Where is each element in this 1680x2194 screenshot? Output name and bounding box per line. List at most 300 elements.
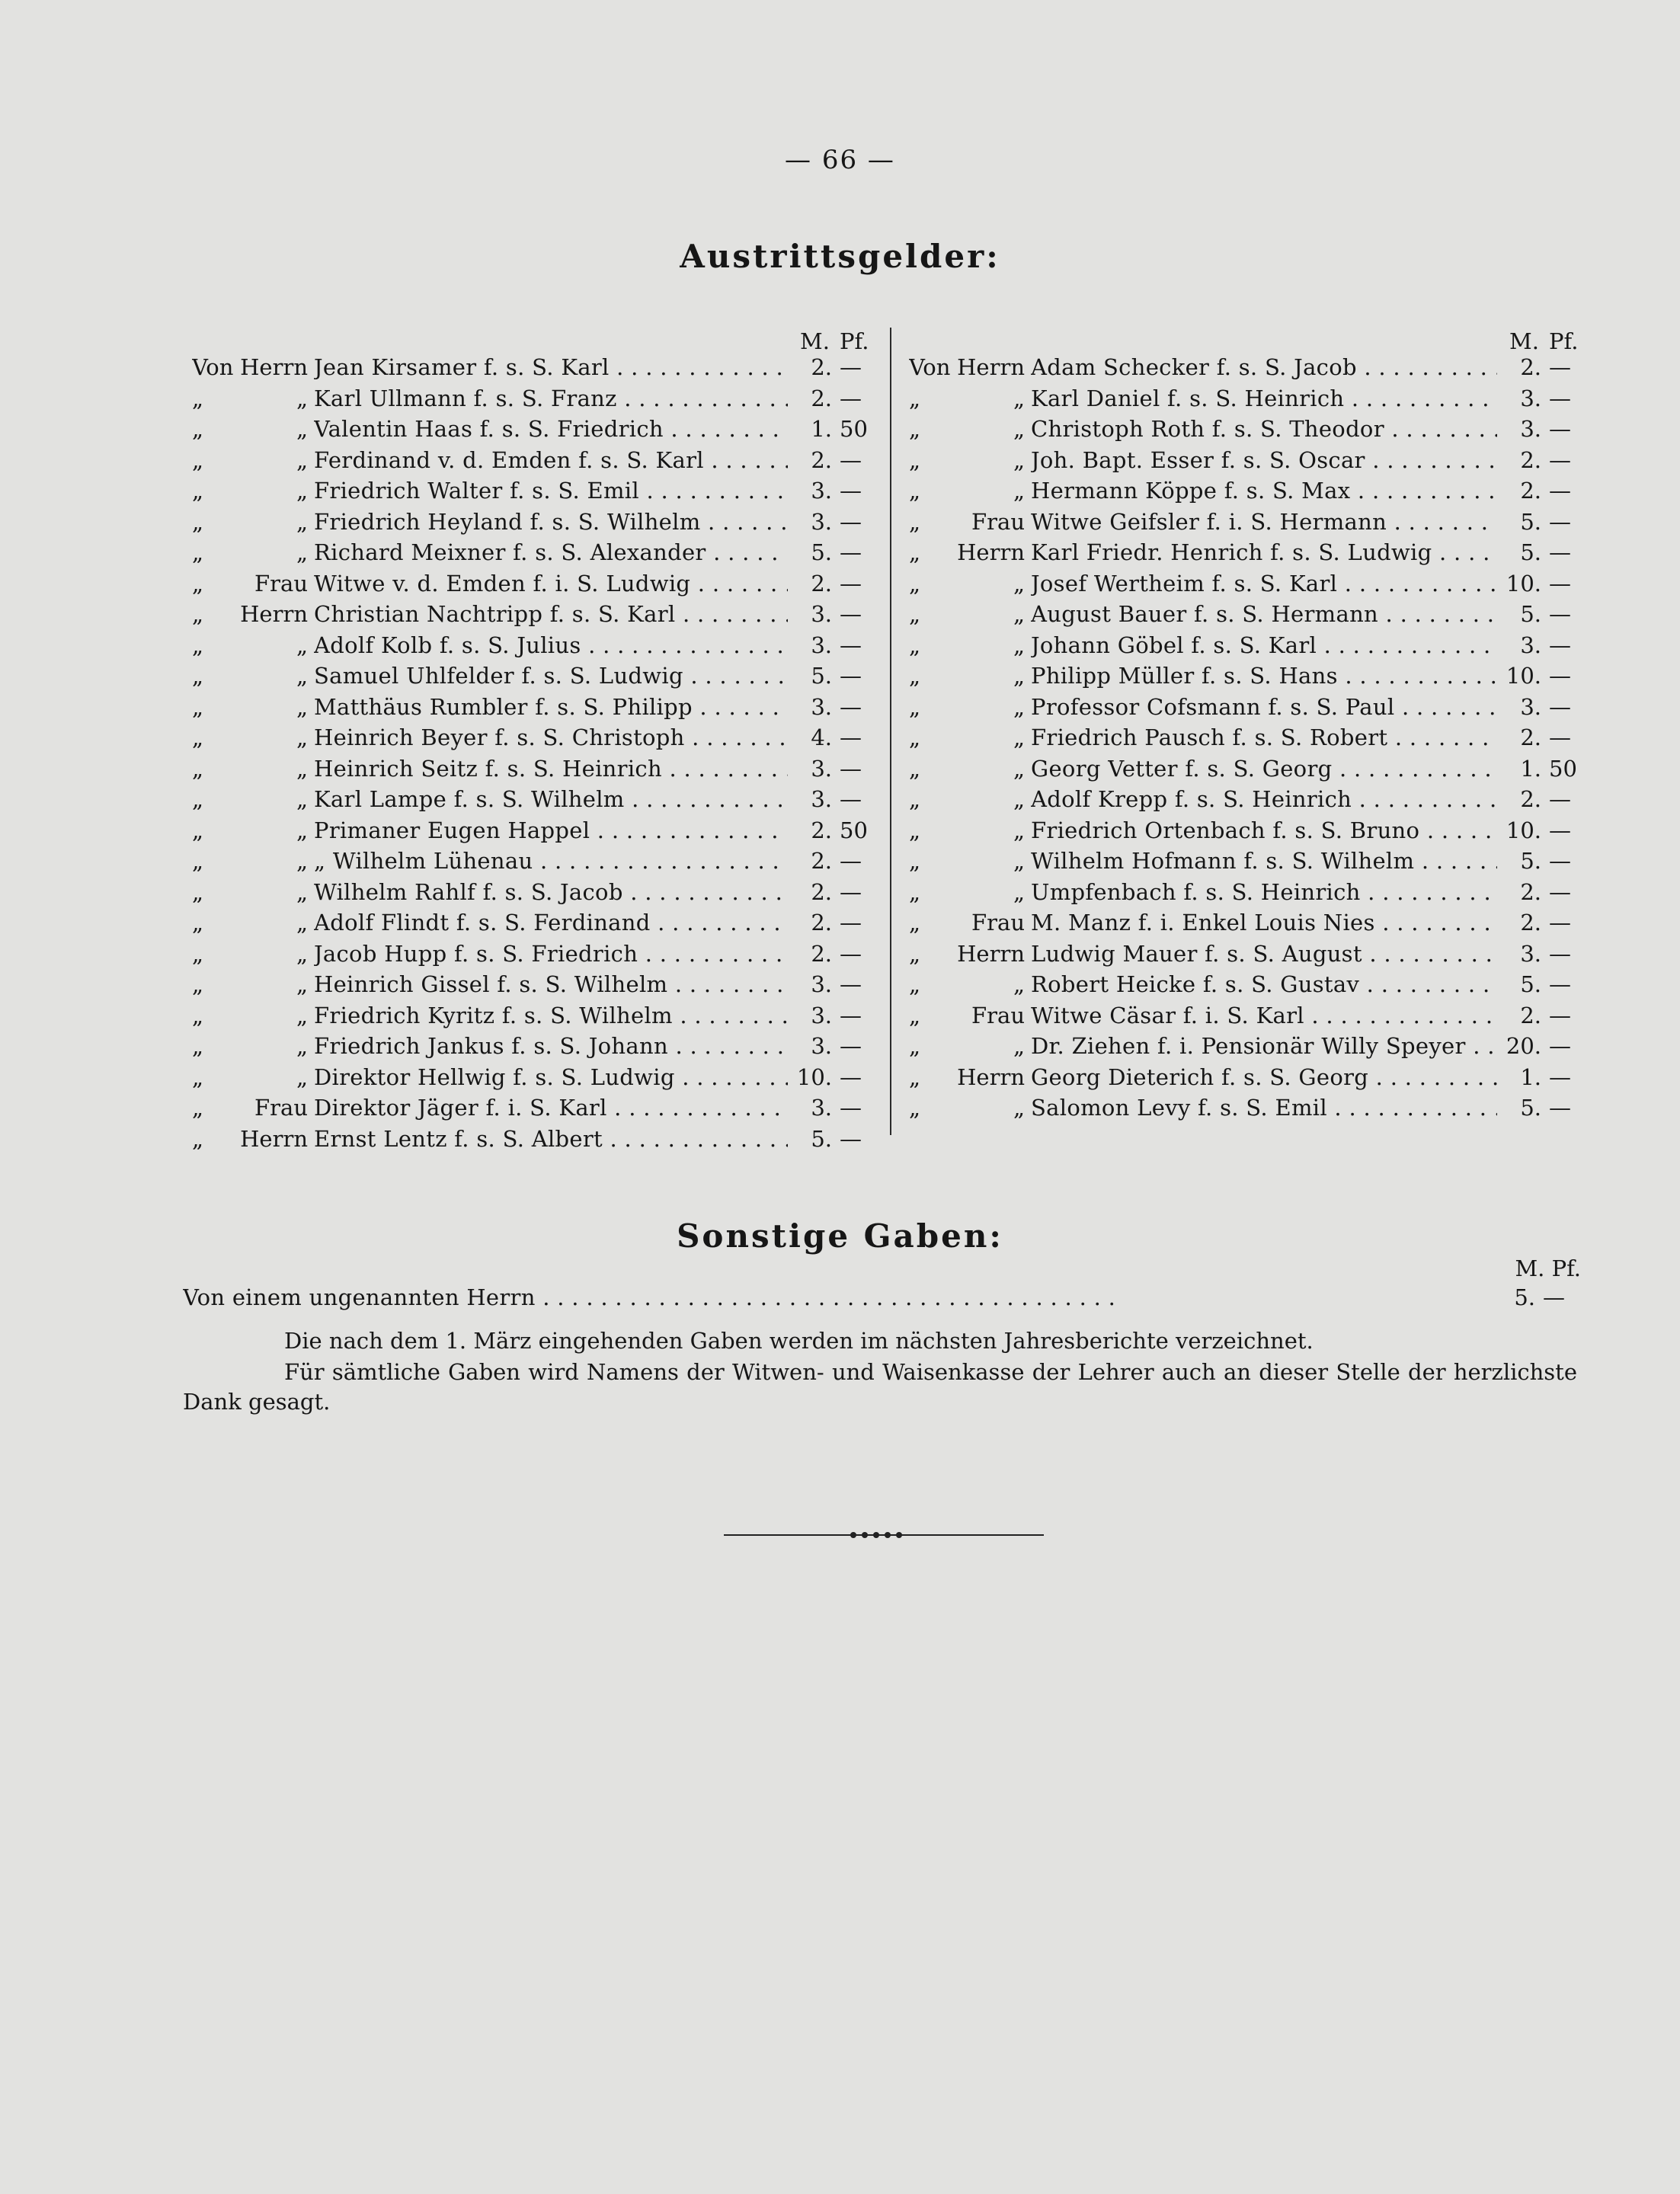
entry-prefix: „: [192, 539, 204, 565]
donor-name: Ludwig Mauer f. s. S. August . . .: [1031, 941, 1497, 967]
entry-prefix: „: [909, 786, 921, 812]
entry-title: „: [296, 971, 308, 997]
amount-pfennig: —: [840, 632, 862, 658]
amount-pfennig: —: [840, 446, 862, 473]
amount-mark: 2.: [1520, 786, 1541, 812]
amount-mark: 5.: [1520, 848, 1541, 874]
donor-name: Karl Daniel f. s. S. Heinrich . . .: [1031, 385, 1497, 411]
amount-pfennig: —: [840, 755, 862, 782]
entry-prefix: „: [192, 1002, 204, 1028]
amount-pfennig: —: [840, 539, 862, 565]
amount-mark: 3.: [1520, 693, 1541, 720]
donation-entry: [192, 971, 878, 1003]
amount-pfennig: —: [840, 1033, 862, 1059]
entry-title: „: [296, 508, 308, 535]
donation-entry: [909, 879, 1587, 910]
donation-entry: [909, 941, 1587, 972]
entry-title: „: [1013, 786, 1025, 812]
donor-name: Adolf Kolb f. s. S. Julius . . .: [314, 632, 788, 658]
austrittsgelder-left-column: [192, 324, 878, 1156]
amount-pfennig: —: [840, 1095, 862, 1121]
donor-name: Ernst Lentz f. s. S. Albert . . .: [314, 1126, 788, 1152]
entry-prefix: „: [909, 539, 921, 565]
donor-name: Christian Nachtripp f. s. S. Karl . . .: [314, 601, 788, 627]
entry-prefix: „: [192, 446, 204, 473]
entry-prefix: „: [909, 508, 921, 535]
entry-prefix: „: [909, 1095, 921, 1121]
amount-pfennig: —: [840, 354, 862, 380]
amount-pfennig: —: [840, 724, 862, 750]
donation-entry: [909, 910, 1587, 941]
amount-mark: 5.: [811, 539, 832, 565]
amount-mark: 4.: [811, 724, 832, 750]
donor-name: Friedrich Heyland f. s. S. Wilhelm . . .: [314, 509, 788, 535]
amount-mark: 2.: [1520, 1002, 1541, 1028]
entry-title: „: [296, 1033, 308, 1059]
amount-mark: 3.: [811, 1002, 832, 1028]
entry-title: Frau: [971, 508, 1025, 535]
amount-mark: 3.: [811, 601, 832, 627]
amount-mark: 3.: [1520, 416, 1541, 442]
amount-mark: 3.: [811, 786, 832, 812]
entry-prefix: „: [909, 848, 921, 874]
entry-prefix: „: [909, 971, 921, 997]
entry-title: „: [296, 755, 308, 782]
column-divider: [890, 328, 891, 1135]
donation-entry: [192, 447, 878, 478]
entry-title: „: [296, 1002, 308, 1028]
donation-entry: [909, 1033, 1587, 1064]
amount-pfennig: —: [1549, 1033, 1571, 1059]
amount-pfennig: —: [1549, 416, 1571, 442]
donation-entry: [192, 879, 878, 910]
mark-header: M.: [1509, 328, 1539, 354]
donor-name: Von einem ungenannten Herrn . . .: [183, 1284, 1491, 1310]
donation-entry: [192, 385, 878, 417]
amount-pfennig: —: [840, 786, 862, 812]
amount-pfennig: —: [1549, 632, 1571, 658]
entry-prefix: „: [909, 1002, 921, 1028]
donation-entry: [909, 447, 1587, 478]
donation-entry: [192, 1003, 878, 1034]
donation-entry: [192, 416, 878, 447]
currency-header-left: [192, 324, 878, 354]
donation-entry: [909, 1003, 1587, 1034]
amount-pfennig: —: [1549, 385, 1571, 411]
donor-name: Matthäus Rumbler f. s. S. Philipp . . .: [314, 694, 788, 720]
entry-title: „: [296, 693, 308, 720]
donation-entry: [192, 1095, 878, 1126]
amount-mark: 5.: [1520, 539, 1541, 565]
donor-name: Hermann Köppe f. s. S. Max . . .: [1031, 478, 1497, 504]
donor-name: Johann Göbel f. s. S. Karl . . .: [1031, 632, 1497, 658]
donor-name: „ Wilhelm Lühenau . . .: [314, 848, 788, 874]
donor-name: Josef Wertheim f. s. S. Karl . . .: [1031, 571, 1497, 596]
donation-entry: [909, 756, 1587, 787]
amount-pfennig: 50: [1549, 755, 1577, 782]
donor-name: Philipp Müller f. s. S. Hans . . .: [1031, 663, 1497, 689]
entry-prefix: „: [192, 508, 204, 535]
amount-pfennig: —: [1549, 570, 1571, 596]
entry-prefix: „: [909, 693, 921, 720]
amount-pfennig: —: [840, 478, 862, 504]
donation-entry: [192, 571, 878, 602]
amount-mark: 10.: [1506, 663, 1541, 689]
donation-entry: [192, 724, 878, 756]
amount-pfennig: —: [840, 1002, 862, 1028]
donor-name: Direktor Hellwig f. s. S. Ludwig . . .: [314, 1064, 788, 1090]
entry-prefix: „: [909, 1063, 921, 1090]
amount-pfennig: —: [1549, 601, 1571, 627]
entry-title: „: [1013, 1033, 1025, 1059]
entry-title: Herrn: [957, 354, 1025, 380]
amount-mark: 5.: [1520, 1095, 1541, 1121]
donor-name: Georg Dieterich f. s. S. Georg . . .: [1031, 1064, 1497, 1090]
amount-pfennig: —: [840, 848, 862, 874]
amount-pfennig: —: [840, 693, 862, 720]
donation-entry: [192, 941, 878, 972]
donation-entry: [909, 848, 1587, 879]
mark-header: M.: [800, 328, 830, 354]
donor-name: Wilhelm Hofmann f. s. S. Wilhelm . . .: [1031, 848, 1497, 874]
donation-entry: [192, 539, 878, 571]
currency-header-right: [909, 324, 1587, 354]
entry-prefix: „: [192, 478, 204, 504]
donation-entry: [909, 478, 1587, 509]
donor-name: Friedrich Ortenbach f. s. S. Bruno . . .: [1031, 817, 1497, 843]
amount-mark: 2.: [811, 570, 832, 596]
entry-prefix: „: [192, 724, 204, 750]
entry-title: Frau: [971, 1002, 1025, 1028]
entry-title: Herrn: [240, 354, 308, 380]
entry-prefix: Von: [909, 354, 951, 380]
amount-pfennig: —: [1549, 724, 1571, 750]
donor-name: Friedrich Pausch f. s. S. Robert . . .: [1031, 724, 1497, 750]
donor-name: Robert Heicke f. s. S. Gustav . . .: [1031, 971, 1497, 997]
donor-name: Adam Schecker f. s. S. Jacob . . .: [1031, 354, 1497, 380]
donor-name: Jacob Hupp f. s. S. Friedrich . . .: [314, 941, 788, 967]
amount-pfennig: —: [840, 601, 862, 627]
donation-entry: [192, 509, 878, 540]
entry-title: Herrn: [957, 1063, 1025, 1090]
donor-name: Professor Cofsmann f. s. S. Paul . . .: [1031, 694, 1497, 720]
donor-name: Joh. Bapt. Esser f. s. S. Oscar . . .: [1031, 447, 1497, 473]
entry-title: „: [1013, 570, 1025, 596]
donation-entry: [192, 1064, 878, 1095]
entry-prefix: „: [192, 971, 204, 997]
donor-name: Adolf Flindt f. s. S. Ferdinand . . .: [314, 910, 788, 935]
entry-title: „: [296, 817, 308, 843]
entry-title: „: [1013, 385, 1025, 411]
donation-entry: [192, 663, 878, 694]
sonstige-gabe-entry: [183, 1284, 1581, 1310]
amount-pfennig: —: [840, 1063, 862, 1090]
donation-entry: [192, 848, 878, 879]
thanks-paragraph: Für sämtliche Gaben wird Namens der Witwen- und Waisenkasse der Lehrer auch an dieser Stelle der herzlichste Dank gesagt.: [183, 1359, 1577, 1415]
entry-prefix: „: [192, 1063, 204, 1090]
donation-entry: [909, 539, 1587, 571]
austrittsgelder-right-column: [909, 324, 1587, 1126]
amount-mark: 2.: [1520, 910, 1541, 935]
amount-pfennig: —: [1549, 848, 1571, 874]
amount-mark: 3.: [811, 508, 832, 535]
entry-title: „: [1013, 632, 1025, 658]
pfennig-header: Pf.: [1549, 328, 1579, 354]
entry-prefix: „: [192, 817, 204, 843]
entry-prefix: „: [909, 385, 921, 411]
left-entry-list: [192, 354, 878, 1156]
sonstige-currency-header: M. Pf.: [1515, 1255, 1581, 1281]
donor-name: Primaner Eugen Happel . . .: [314, 817, 788, 843]
donation-entry: [192, 478, 878, 509]
entry-prefix: „: [192, 786, 204, 812]
donor-name: Christoph Roth f. s. S. Theodor . . .: [1031, 416, 1497, 442]
amount-mark: 10.: [796, 1063, 832, 1090]
amount-pfennig: —: [1549, 971, 1571, 997]
amount-pfennig: —: [1549, 1002, 1571, 1028]
donation-entry: [909, 571, 1587, 602]
amount-pfennig: —: [1549, 354, 1571, 380]
donor-name: Witwe Cäsar f. i. S. Karl . . .: [1031, 1003, 1497, 1028]
entry-prefix: „: [909, 446, 921, 473]
donation-entry: [192, 694, 878, 725]
entry-prefix: „: [192, 910, 204, 935]
donation-entry: [909, 385, 1587, 417]
donor-name: Karl Ullmann f. s. S. Franz . . .: [314, 385, 788, 411]
amount-mark: 10.: [1506, 817, 1541, 843]
donor-name: Direktor Jäger f. i. S. Karl . . .: [314, 1095, 788, 1121]
entry-title: Herrn: [240, 601, 308, 627]
entry-prefix: „: [192, 878, 204, 905]
amount-mark: 10.: [1506, 570, 1541, 596]
donor-name: Umpfenbach f. s. S. Heinrich . . .: [1031, 879, 1497, 905]
donor-name: Ferdinand v. d. Emden f. s. S. Karl . . .: [314, 447, 788, 473]
entry-title: „: [296, 663, 308, 689]
amount-mark: 3.: [811, 755, 832, 782]
entry-prefix: „: [192, 693, 204, 720]
amount-pfennig: —: [1549, 786, 1571, 812]
entry-prefix: „: [192, 755, 204, 782]
entry-title: „: [296, 940, 308, 967]
entry-prefix: „: [909, 1033, 921, 1059]
donation-entry: [909, 786, 1587, 817]
entry-title: Frau: [971, 910, 1025, 935]
amount-mark: 5.: [1520, 971, 1541, 997]
entry-title: „: [296, 632, 308, 658]
amount-mark: 20.: [1506, 1033, 1541, 1059]
donation-entry: [192, 1033, 878, 1064]
donor-name: Wilhelm Rahlf f. s. S. Jacob . . .: [314, 879, 788, 905]
donor-name: M. Manz f. i. Enkel Louis Nies . . .: [1031, 910, 1497, 935]
amount-pfennig: —: [1549, 878, 1571, 905]
donor-name: Witwe v. d. Emden f. i. S. Ludwig . . .: [314, 571, 788, 596]
entry-prefix: „: [192, 570, 204, 596]
entry-prefix: „: [192, 1095, 204, 1121]
amount-mark: 3.: [1520, 385, 1541, 411]
donation-entry: [909, 971, 1587, 1003]
donation-entry: [192, 354, 878, 385]
page-number: — 66 —: [785, 145, 895, 175]
entry-prefix: „: [192, 632, 204, 658]
amount-pfennig: —: [1549, 940, 1571, 967]
amount-mark: 3.: [811, 1033, 832, 1059]
donor-name: Heinrich Gissel f. s. S. Wilhelm . . .: [314, 971, 788, 997]
entry-prefix: „: [192, 848, 204, 874]
entry-title: „: [296, 385, 308, 411]
entry-prefix: „: [192, 663, 204, 689]
entry-title: „: [1013, 724, 1025, 750]
donation-entry: [909, 416, 1587, 447]
pfennig-header: Pf.: [840, 328, 869, 354]
donor-name: Friedrich Kyritz f. s. S. Wilhelm . . .: [314, 1003, 788, 1028]
donor-name: Heinrich Seitz f. s. S. Heinrich . . .: [314, 756, 788, 782]
entry-title: „: [1013, 693, 1025, 720]
closing-ornament: [724, 1524, 1044, 1546]
amount-pfennig: —: [1549, 508, 1571, 535]
entry-title: „: [296, 724, 308, 750]
amount-pfennig: —: [1549, 478, 1571, 504]
amount-mark: 2.: [811, 940, 832, 967]
entry-title: Herrn: [957, 539, 1025, 565]
entry-prefix: „: [909, 910, 921, 935]
amount-pfennig: 50: [840, 817, 868, 843]
donor-name: August Bauer f. s. S. Hermann . . .: [1031, 601, 1497, 627]
amount-mark: 5.: [1520, 601, 1541, 627]
entry-prefix: „: [909, 755, 921, 782]
donation-entry: [909, 817, 1587, 849]
amount-mark: 1.: [1520, 1063, 1541, 1090]
donor-name: Dr. Ziehen f. i. Pensionär Willy Speyer . . .: [1031, 1033, 1497, 1059]
amount-mark: 2.: [811, 817, 832, 843]
entry-title: Herrn: [240, 1125, 308, 1152]
amount-mark: 5.: [811, 663, 832, 689]
entry-title: „: [1013, 446, 1025, 473]
entry-title: „: [296, 878, 308, 905]
amount-pfennig: —: [1549, 693, 1571, 720]
donation-entry: [909, 632, 1587, 664]
amount-pfennig: —: [840, 940, 862, 967]
entry-title: „: [296, 910, 308, 935]
entry-title: „: [1013, 971, 1025, 997]
donation-entry: [909, 1064, 1587, 1095]
amount-mark: 5.: [1514, 1284, 1535, 1310]
entry-prefix: „: [909, 724, 921, 750]
amount-mark: 2.: [811, 848, 832, 874]
amount-mark: 5.: [811, 1125, 832, 1152]
donor-name: Heinrich Beyer f. s. S. Christoph . . .: [314, 724, 788, 750]
entry-title: „: [1013, 1095, 1025, 1121]
entry-prefix: „: [909, 940, 921, 967]
donor-name: Karl Lampe f. s. S. Wilhelm . . .: [314, 786, 788, 812]
entry-prefix: „: [909, 478, 921, 504]
entry-title: „: [296, 478, 308, 504]
entry-title: „: [1013, 416, 1025, 442]
amount-mark: 3.: [1520, 632, 1541, 658]
amount-pfennig: —: [1543, 1284, 1565, 1310]
amount-pfennig: —: [840, 663, 862, 689]
donor-name: Adolf Krepp f. s. S. Heinrich . . .: [1031, 786, 1497, 812]
amount-mark: 2.: [811, 385, 832, 411]
entry-prefix: „: [909, 570, 921, 596]
entry-title: „: [1013, 478, 1025, 504]
donation-entry: [192, 817, 878, 849]
amount-pfennig: 50: [840, 416, 868, 442]
amount-pfennig: —: [840, 385, 862, 411]
donation-entry: [909, 601, 1587, 632]
entry-title: Frau: [254, 1095, 308, 1121]
amount-mark: 3.: [811, 693, 832, 720]
entry-title: Herrn: [957, 940, 1025, 967]
amount-pfennig: —: [1549, 1063, 1571, 1090]
right-entry-list: [909, 354, 1587, 1126]
donor-name: Georg Vetter f. s. S. Georg . . .: [1031, 756, 1497, 782]
entry-prefix: „: [192, 601, 204, 627]
donation-entry: [192, 756, 878, 787]
amount-pfennig: —: [840, 570, 862, 596]
amount-mark: 2.: [811, 910, 832, 935]
amount-mark: 2.: [811, 354, 832, 380]
entry-title: „: [1013, 878, 1025, 905]
entry-title: „: [296, 786, 308, 812]
entry-title: „: [1013, 817, 1025, 843]
amount-mark: 2.: [1520, 446, 1541, 473]
amount-pfennig: —: [1549, 817, 1571, 843]
donation-entry: [909, 724, 1587, 756]
amount-pfennig: —: [840, 910, 862, 935]
entry-prefix: „: [192, 1033, 204, 1059]
donor-name: Friedrich Walter f. s. S. Emil . . .: [314, 478, 788, 504]
entry-prefix: „: [909, 416, 921, 442]
amount-pfennig: —: [840, 971, 862, 997]
entry-prefix: „: [909, 601, 921, 627]
donor-name: Samuel Uhlfelder f. s. S. Ludwig . . .: [314, 663, 788, 689]
amount-mark: 2.: [1520, 724, 1541, 750]
donation-entry: [192, 601, 878, 632]
amount-mark: 3.: [811, 1095, 832, 1121]
donor-name: Friedrich Jankus f. s. S. Johann . . .: [314, 1033, 788, 1059]
amount-mark: 2.: [1520, 478, 1541, 504]
donation-entry: [192, 632, 878, 664]
donor-name: Karl Friedr. Henrich f. s. S. Ludwig . . .: [1031, 539, 1497, 565]
donation-entry: [192, 786, 878, 817]
entry-prefix: „: [192, 385, 204, 411]
donation-entry: [909, 354, 1587, 385]
amount-mark: 2.: [811, 878, 832, 905]
donation-entry: [192, 1126, 878, 1157]
entry-prefix: „: [192, 416, 204, 442]
entry-title: „: [1013, 601, 1025, 627]
amount-pfennig: —: [1549, 446, 1571, 473]
amount-mark: 3.: [1520, 940, 1541, 967]
entry-prefix: „: [909, 878, 921, 905]
amount-pfennig: —: [840, 508, 862, 535]
amount-mark: 3.: [811, 478, 832, 504]
amount-mark: 1.: [811, 416, 832, 442]
entry-title: „: [296, 848, 308, 874]
entry-title: „: [296, 446, 308, 473]
entry-prefix: „: [909, 663, 921, 689]
amount-mark: 2.: [1520, 878, 1541, 905]
entry-title: „: [1013, 663, 1025, 689]
donor-name: Jean Kirsamer f. s. S. Karl . . .: [314, 354, 788, 380]
entry-title: Frau: [254, 570, 308, 596]
entry-prefix: „: [192, 940, 204, 967]
amount-mark: 5.: [1520, 508, 1541, 535]
amount-pfennig: —: [1549, 539, 1571, 565]
donor-name: Salomon Levy f. s. S. Emil . . .: [1031, 1095, 1497, 1121]
entry-prefix: Von: [192, 354, 234, 380]
donor-name: Valentin Haas f. s. S. Friedrich . . .: [314, 416, 788, 442]
